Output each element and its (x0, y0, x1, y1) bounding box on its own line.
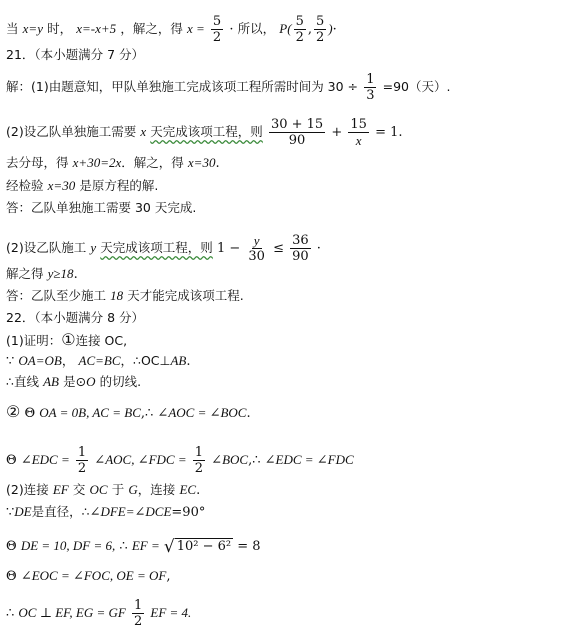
q22-line-8: Θ DE = 10, DF = 6, ∴ EF = √ 10² − 6² = 8 (6, 536, 261, 557)
q22-line-3: ∴直线 AB 是⊙O 的切线. (6, 374, 142, 389)
q22-line-4: ② Θ OA = 0B, AC = BC,∴ ∠AOC = ∠BOC. (6, 402, 251, 421)
q22-line-5: Θ ∠EDC = $\frac{1}{2}$ ∠AOC, ∠FDC = $\frac{1}{2}$ ∠BOC,∴ ∠EDC = ∠FDC (6, 445, 354, 476)
q21-line-6: (2)设乙队施工 y 天完成该项工程，则 1 − $\frac{y}{30}$ ≤ $\frac{36}{90}$ · (6, 233, 321, 264)
question-21-title: 21．（本小题满分 7 分） (6, 47, 145, 62)
q21-line-5: 答：乙队单独施工需要 30 天完成. (6, 200, 197, 215)
q22-line-7: ∵DE是直径，∴∠DFE=∠DCE=90° (6, 504, 206, 520)
q21-line-1: 解：(1)由题意知，甲队单独施工完成该项工程所需时间为 30 ÷ $\frac{1}{3}$ =90（天）. (6, 72, 451, 103)
question-22-title: 22．（本小题满分 8 分） (6, 310, 145, 325)
q21-line-3: 去分母，得 x+30=2x．解之，得 x=30. (6, 155, 220, 171)
q22-line-1: (1)证明：①连接 OC, (6, 330, 128, 349)
square-root: √ 10² − 6² (163, 536, 232, 557)
q21-line-2: (2)设乙队单独施工需要 x 天完成该项工程，则 $\frac{30 + 15}{90}$ + $\frac{15}{x}$ = 1. (6, 117, 403, 148)
top-line: 当 x=y 时， x=-x+5 ，解之，得 x = $\frac{5}{2}$ · 所以， P( $\frac{5}{2}$ , $\frac{5}{2}$ )· (6, 14, 337, 45)
q22-line-9: Θ ∠EOC = ∠FOC, OE = OF, (6, 568, 171, 584)
q22-line-6: (2)连接 EF 交 OC 于 G，连接 EC. (6, 482, 201, 498)
q22-line-10: ∴ OC ⊥ EF, EG = GF $\frac{1}{2}$ EF = 4. (6, 598, 192, 629)
fraction: $\frac{5}{2}$ (212, 14, 222, 45)
q21-line-8: 答：乙队至少施工 18 天才能完成该项工程. (6, 288, 244, 303)
q21-line-4: 经检验 x=30 是原方程的解. (6, 178, 159, 193)
q21-line-7: 解之得 y≥18. (6, 266, 78, 282)
q22-line-2: ∵ OA=OB， AC=BC，∴OC⊥AB. (6, 353, 191, 369)
